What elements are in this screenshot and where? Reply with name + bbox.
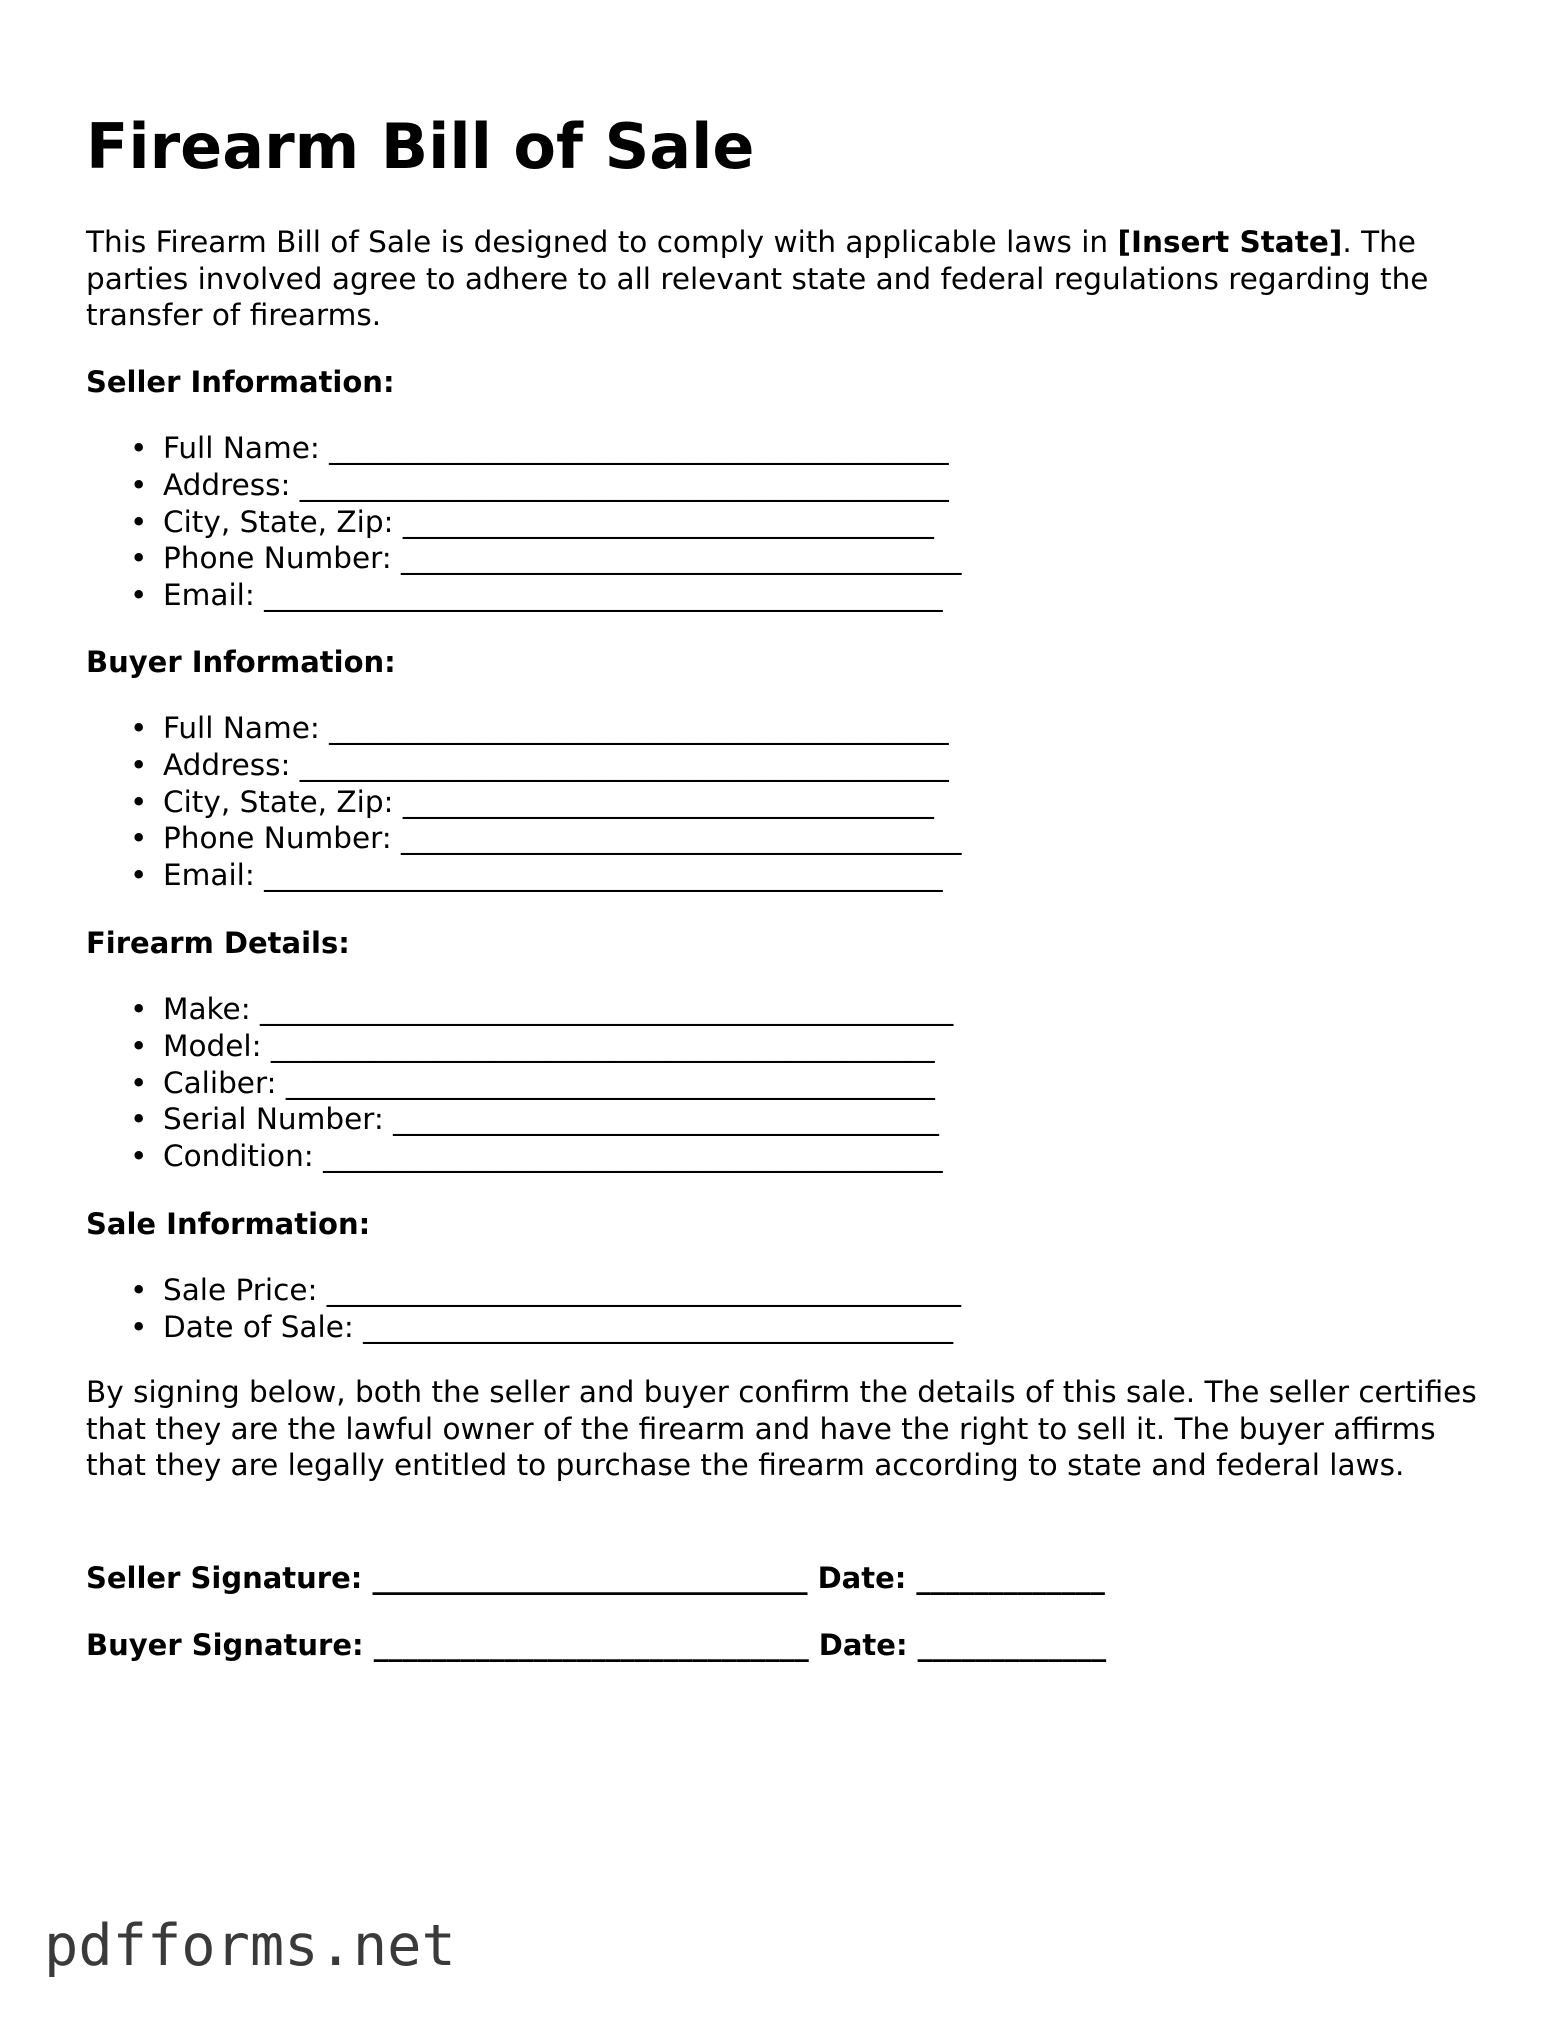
date-of-sale-field[interactable]: • Date of Sale: ________________________________________	[130, 1309, 954, 1344]
bullet-icon: •	[130, 1139, 148, 1174]
buyer-city-state-zip-field[interactable]: • City, State, Zip: ____________________________________	[130, 784, 934, 819]
seller-phone-field[interactable]: • Phone Number: ______________________________________	[130, 541, 962, 576]
seller-address-field[interactable]: • Address: ____________________________________________	[130, 467, 949, 502]
firearm-heading: Firearm Details:	[86, 926, 350, 960]
buyer-full-name-field[interactable]: • Full Name: __________________________________________	[130, 711, 949, 745]
bullet-icon: •	[130, 747, 148, 782]
buyer-fields	[86, 710, 962, 894]
firearm-fields	[86, 991, 953, 1175]
bullet-icon: •	[130, 541, 148, 576]
firearm-condition-field[interactable]: • Condition: __________________________________________	[130, 1139, 943, 1174]
closing-paragraph: By signing below, both the seller and buyer confirm the details of this sale. The seller certifies that they are the lawful owner of the firearm and have the right to sell it. The buyer affirms that they are legally entitled to purchase the firearm according to state and federal laws.	[86, 1375, 1477, 1482]
bullet-icon: •	[130, 1102, 148, 1137]
bullet-icon: •	[130, 992, 148, 1026]
sale-fields	[86, 1272, 961, 1346]
buyer-address-field[interactable]: • Address: ____________________________________________	[130, 747, 949, 782]
bullet-icon: •	[130, 467, 148, 502]
seller-full-name-field[interactable]: • Full Name: __________________________________________	[130, 431, 949, 465]
firearm-make-field[interactable]: • Make: _______________________________________________	[130, 992, 954, 1026]
buyer-signature-line[interactable]: Buyer Signature: ______________________________ Date: _____________	[86, 1628, 1107, 1662]
firearm-serial-number-field[interactable]: • Serial Number: _____________________________________	[130, 1102, 939, 1137]
bullet-icon: •	[130, 1065, 148, 1100]
seller-signature-line[interactable]: Seller Signature: ______________________________ Date: _____________	[86, 1561, 1105, 1595]
buyer-email-field[interactable]: • Email: ______________________________________________	[130, 858, 943, 893]
seller-fields	[86, 430, 962, 614]
bullet-icon: •	[130, 784, 148, 819]
buyer-heading: Buyer Information:	[86, 645, 396, 679]
document-title: Firearm Bill of Sale	[86, 110, 755, 183]
bullet-icon: •	[130, 1028, 148, 1063]
intro-paragraph	[86, 224, 1486, 334]
seller-email-field[interactable]: • Email: ______________________________________________	[130, 578, 943, 613]
state-placeholder: [Insert State]	[1117, 225, 1343, 259]
bullet-icon: •	[130, 711, 148, 745]
sale-price-field[interactable]: • Sale Price: ___________________________________________	[130, 1273, 962, 1307]
firearm-caliber-field[interactable]: • Caliber: ____________________________________________	[130, 1065, 935, 1100]
bullet-icon: •	[130, 504, 148, 539]
seller-city-state-zip-field[interactable]: • City, State, Zip: ____________________________________	[130, 504, 934, 539]
bullet-icon: •	[130, 1309, 148, 1344]
bullet-icon: •	[130, 858, 148, 893]
bullet-icon: •	[130, 431, 148, 465]
bullet-icon: •	[130, 1273, 148, 1307]
intro-text-before: This Firearm Bill of Sale is designed to comply with applicable laws in	[86, 225, 1118, 259]
intro-text-after: . The parties involved agree to adhere to all relevant state and federal regulations regarding the transfer of firearms.	[86, 225, 1429, 332]
seller-heading: Seller Information:	[86, 365, 395, 399]
firearm-model-field[interactable]: • Model: _____________________________________________	[130, 1028, 935, 1063]
buyer-phone-field[interactable]: • Phone Number: ______________________________________	[130, 821, 962, 856]
bullet-icon: •	[130, 821, 148, 856]
sale-heading: Sale Information:	[86, 1207, 371, 1241]
watermark-logo: pdfforms.net	[44, 1913, 456, 1979]
bullet-icon: •	[130, 578, 148, 613]
